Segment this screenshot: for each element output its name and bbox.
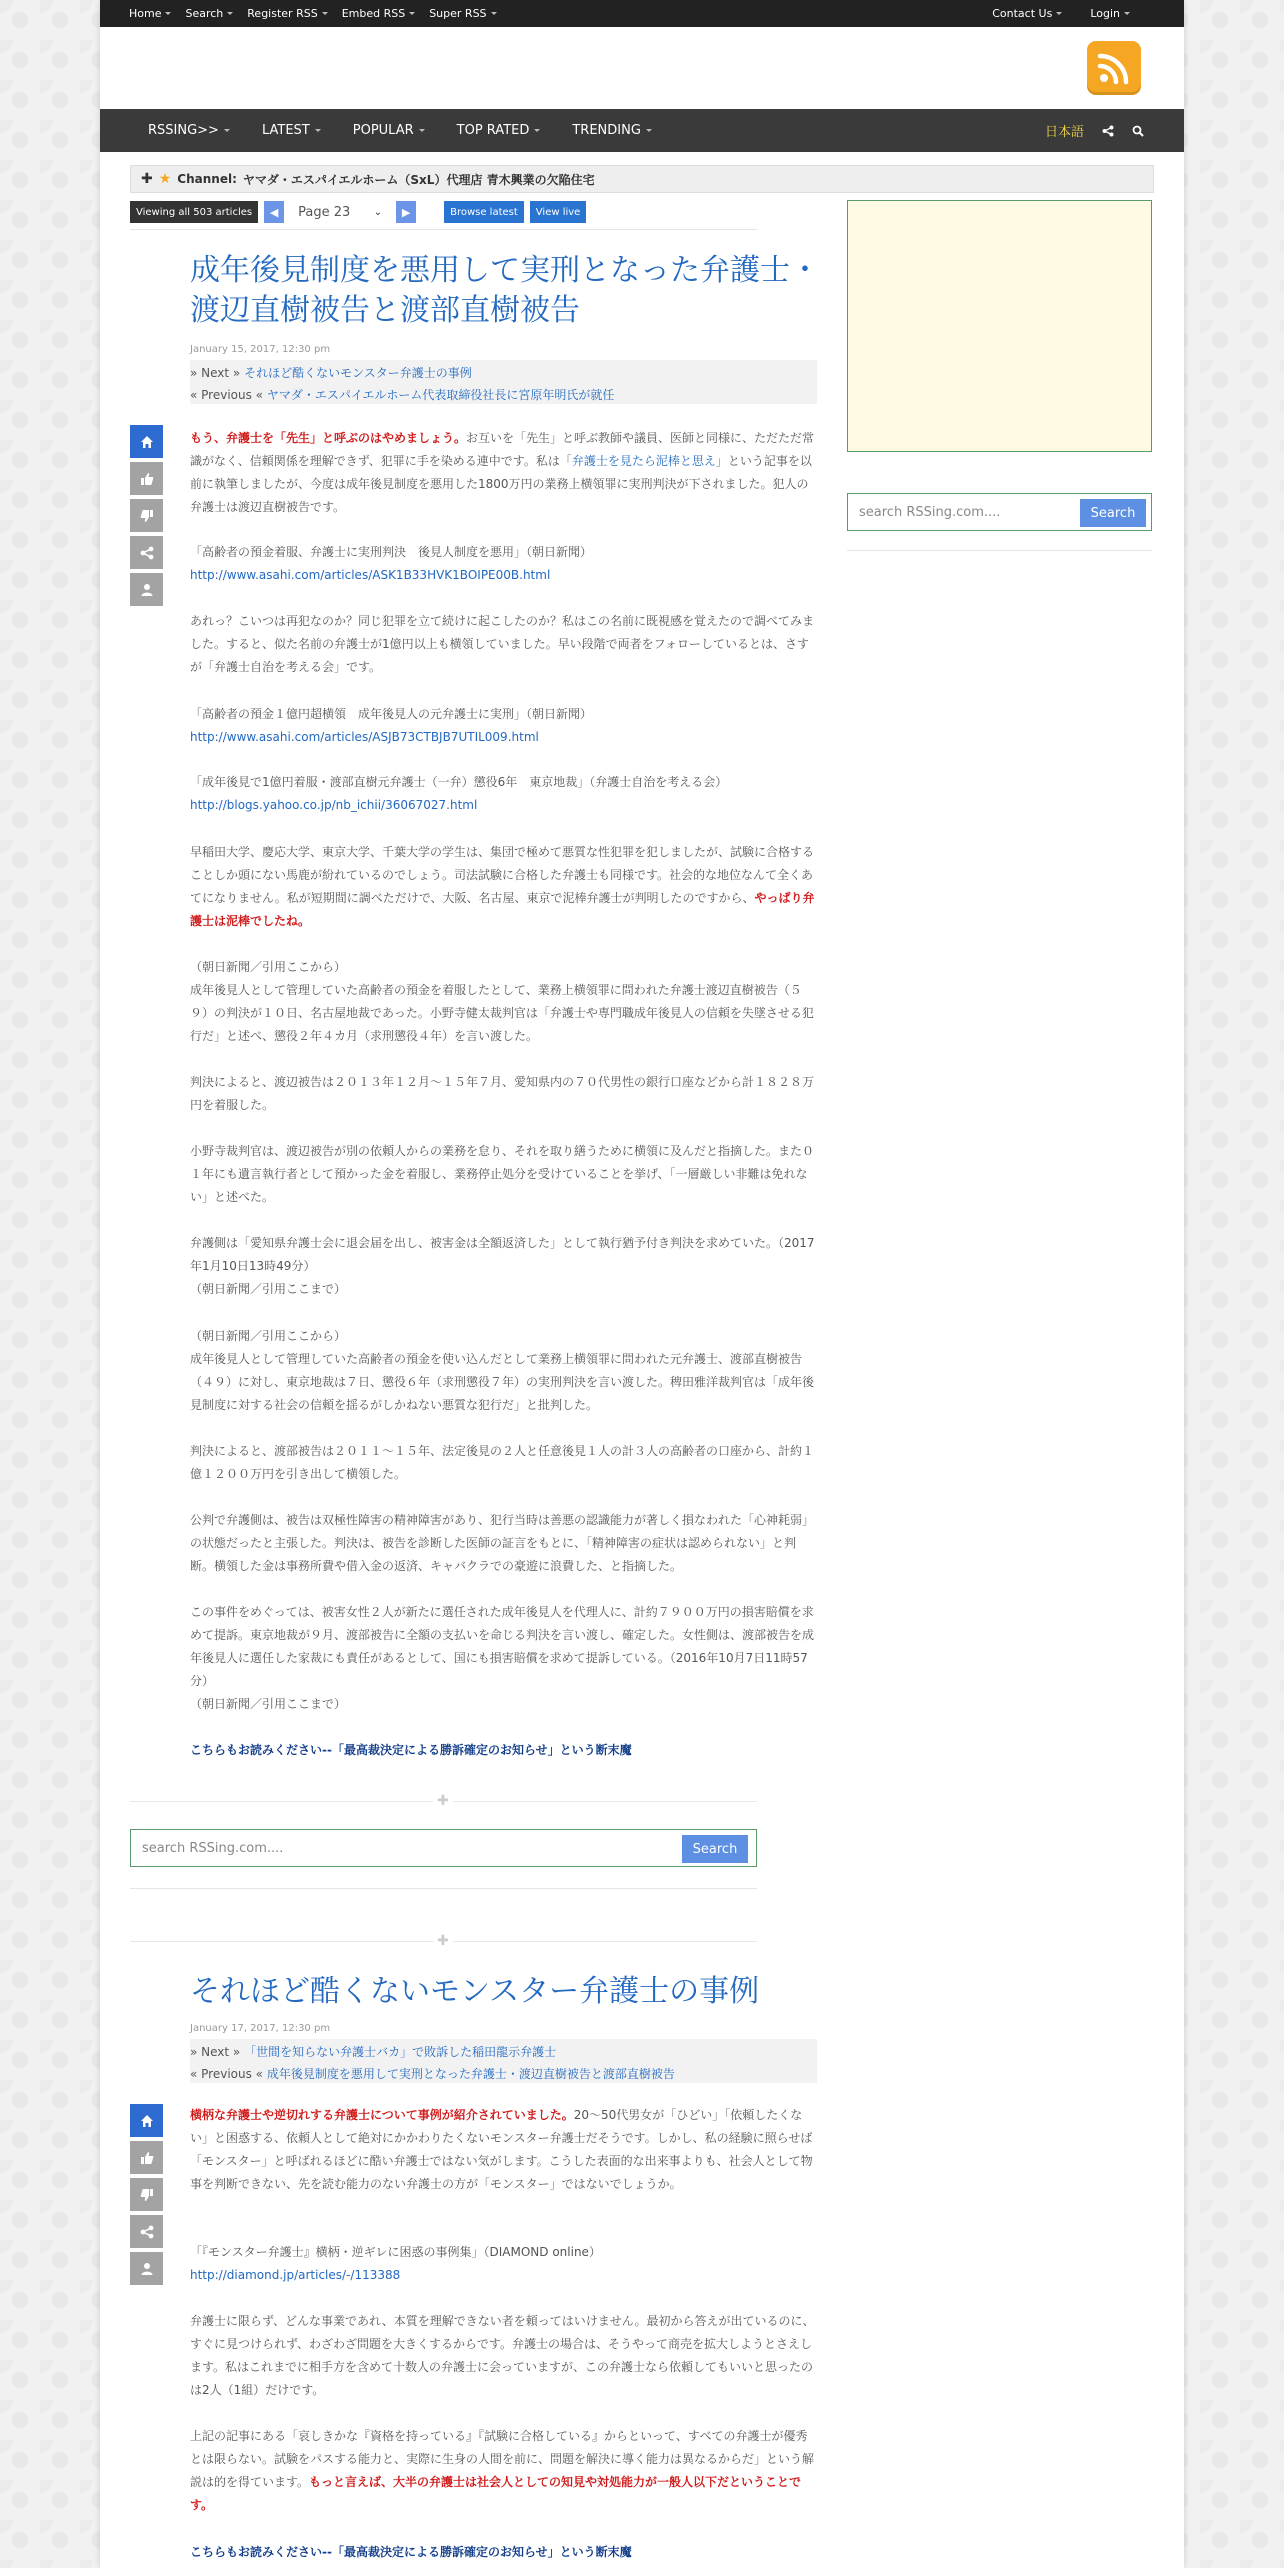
view-live-button[interactable]: View live bbox=[530, 201, 587, 223]
article-paragraph bbox=[190, 427, 817, 519]
article-paragraph bbox=[190, 2104, 817, 2196]
divider bbox=[130, 229, 757, 230]
next-article-link[interactable]: それほど酷くないモンスター弁護士の事例 bbox=[244, 366, 472, 380]
section-divider bbox=[130, 1793, 757, 1809]
ad-box bbox=[847, 200, 1152, 452]
article-paragraph: 判決によると、渡部被告は２０１１～１５年、法定後見の２人と任意後見１人の計３人の高齢者の口座から、計約１億１２００万円を引き出して横領した。 bbox=[190, 1444, 815, 1481]
article-paragraph: （朝日新聞／引用ここから） 成年後見人として管理していた高齢者の預金を使い込んだとして業務上横領罪に問われた元弁護士、渡部直樹被告（４９）に対し、東京地裁は７日、懲役６年（求刑懲役７年）の実刑判決を言い渡した。稗田雅洋裁判官は「成年後見制度に対する社会の信頼を揺るがしかねない悪質な犯行だ」と批判した。 bbox=[190, 1329, 815, 1412]
channel-label: Channel: bbox=[177, 172, 237, 186]
next-label: » Next » bbox=[190, 366, 241, 380]
article-title[interactable]: それほど酷くないモンスター弁護士の事例 bbox=[190, 1974, 760, 2009]
rss-feed-icon bbox=[1096, 50, 1132, 86]
menu-home[interactable] bbox=[122, 7, 178, 20]
home-button[interactable] bbox=[130, 425, 163, 458]
viewing-all-articles: Viewing all 503 articles bbox=[130, 201, 258, 223]
chevron-down-icon bbox=[165, 12, 171, 15]
user-button[interactable] bbox=[130, 573, 163, 606]
source-link[interactable]: http://www.asahi.com/articles/ASK1B33HVK1BOIPE00B.html bbox=[190, 568, 551, 582]
next-label: » Next » bbox=[190, 2045, 241, 2059]
dislike-button[interactable] bbox=[130, 2178, 163, 2211]
article-date: January 15, 2017, 12:30 pm bbox=[190, 344, 331, 355]
pager bbox=[130, 200, 586, 224]
menu-register-rss-label: Register RSS bbox=[247, 7, 318, 20]
nav-latest-label: LATEST bbox=[261, 123, 310, 138]
social-bar bbox=[130, 2104, 163, 2289]
sidebar-search bbox=[847, 493, 1152, 531]
inline-search-button[interactable]: Search bbox=[682, 1835, 748, 1863]
nav-trending[interactable] bbox=[556, 123, 668, 138]
chevron-down-icon bbox=[1124, 12, 1130, 15]
source-link[interactable]: http://www.asahi.com/articles/ASJB73CTBJB7UTIL009.html bbox=[190, 730, 539, 744]
emphasis-text: 横柄な弁護士や逆切れする弁護士について事例が紹介されていました。 bbox=[190, 2108, 574, 2122]
thumbs-down-icon bbox=[140, 2188, 154, 2202]
thumbs-up-icon bbox=[140, 472, 154, 486]
nav-latest[interactable] bbox=[246, 123, 337, 138]
sidebar-search-button[interactable]: Search bbox=[1080, 499, 1146, 527]
menu-embed-rss[interactable] bbox=[335, 7, 423, 20]
previous-article bbox=[190, 2065, 675, 2082]
like-button[interactable] bbox=[130, 2141, 163, 2174]
article-paragraph: （朝日新聞／引用ここから） 成年後見人として管理していた高齢者の預金を着服したとして、業務上横領罪に問われた弁護士渡辺直樹被告（５９）の判決が１０日、名古屋地裁であった。小野寺健太裁判官は「弁護士や専門職成年後見人の信頼を失墜させる犯行だ」と述べ、懲役２年４カ月（求刑懲役４年）を言い渡した。 bbox=[190, 960, 814, 1043]
sidebar-search-input[interactable]: search RSSing.com.... bbox=[859, 505, 1001, 520]
next-article bbox=[190, 2043, 556, 2060]
article-paragraph: 公判で弁護側は、被告は双極性障害の精神障害があり、犯行当時は善悪の認識能力が著しく損なわれた「心神耗弱」の状態だったと主張した。判決は、被告を診断した医師の証言をもとに、「精神障害の症状は認められない」と判断。横領した金は事務所費や借入金の返済、キャバクラでの豪遊に浪費した、と指摘した。 bbox=[190, 1513, 815, 1573]
page-select[interactable] bbox=[290, 201, 390, 223]
chevron-down-icon bbox=[491, 12, 497, 15]
menu-home-label: Home bbox=[129, 7, 162, 20]
article-nav bbox=[190, 2039, 817, 2083]
user-button[interactable] bbox=[130, 2252, 163, 2285]
page-container bbox=[100, 0, 1184, 2568]
top-nav-left bbox=[122, 0, 504, 27]
quote-source: 「高齢者の預金着服、弁護士に実刑判決 後見人制度を悪用」（朝日新聞） bbox=[190, 545, 593, 559]
top-bar bbox=[100, 0, 1184, 27]
nav-popular[interactable] bbox=[337, 123, 441, 138]
top-nav-right bbox=[978, 0, 1144, 27]
article-paragraph bbox=[190, 541, 817, 587]
home-button[interactable] bbox=[130, 2104, 163, 2137]
menu-login[interactable] bbox=[1076, 7, 1144, 20]
article-paragraph: この事件をめぐっては、被害女性２人が新たに選任された成年後見人を代理人に、計約７９００万円の損害賠償を求めて提訴。東京地裁が９月、渡部被告に全額の支払いを命じる判決を言い渡し、確定した。女性側は、渡部被告を成年後見人に選任した家裁にも責任があるとして、国にも損害賠償を求めて提訴している。（2016年10月7日11時57分） （朝日新聞／引用ここまで） bbox=[190, 1605, 815, 1711]
article-paragraph: 弁護側は「愛知県弁護士会に退会届を出し、被害金は全額返済した」として執行猶予付き判決を求めていた。（2017年1月10日13時49分） （朝日新聞／引用ここまで） bbox=[190, 1236, 815, 1296]
article-paragraph bbox=[190, 2425, 817, 2517]
sidebar-divider bbox=[847, 550, 1152, 551]
paragraph-text: お互いを「先生」と呼ぶ教師や議員、医師と同様に、ただただ常識がなく、信頼関係を理解できず、犯罪に手を染める連中です。私は「 bbox=[190, 431, 815, 468]
home-icon bbox=[140, 435, 154, 449]
thumbs-down-icon bbox=[140, 509, 154, 523]
next-page-button[interactable]: ▶ bbox=[396, 201, 416, 223]
share-icon[interactable] bbox=[1102, 125, 1114, 137]
quote-source: 「高齢者の預金１億円超横領 成年後見人の元弁護士に実刑」（朝日新聞） bbox=[190, 707, 593, 721]
share-button[interactable] bbox=[130, 2215, 163, 2248]
chevron-down-icon bbox=[322, 12, 328, 15]
inline-search bbox=[130, 1829, 757, 1867]
main-nav bbox=[100, 109, 1184, 152]
chevron-down-icon: ⌄ bbox=[373, 206, 383, 218]
share-icon bbox=[140, 546, 154, 560]
previous-article-link[interactable]: ヤマダ・エスパイエルホーム代表取締役社長に宮原年明氏が就任 bbox=[266, 388, 615, 402]
nav-top-rated-label: TOP RATED bbox=[456, 123, 530, 138]
article-paragraph bbox=[190, 2241, 817, 2287]
channel-bar bbox=[130, 165, 1154, 193]
social-bar bbox=[130, 425, 163, 610]
article-paragraph bbox=[190, 771, 817, 817]
menu-super-rss[interactable] bbox=[422, 7, 503, 20]
quote-source: 「『モンスター弁護士』横柄・逆ギレに困惑の事例集」（DIAMOND online） bbox=[190, 2245, 601, 2259]
paragraph-text: 20～50代男女が「ひどい」「依頼したくない」と困惑する、依頼人として絶対にかかわりたくないモンスター弁護士だそうです。しかし、私の経験に照らせば「モンスター」と呼ばれるほどに酷い弁護士ではない気がします。こうした表面的な出来事よりも、社会人として物事を判断できない、先を読む能力のない弁護士の方が「モンスター」ではないでしょうか。 bbox=[190, 2108, 813, 2191]
share-icon bbox=[140, 2225, 154, 2239]
paragraph-text: 」という記事を以前に執筆しましたが、今度は成年後見制度を悪用した1800万円の業務上横領罪に実刑判決が下されました。犯人の弁護士は渡辺直樹被告です。 bbox=[190, 454, 812, 514]
nav-rssing[interactable] bbox=[132, 123, 246, 138]
menu-search-label: Search bbox=[185, 7, 224, 20]
read-more-link[interactable]: こちらもお読みください--「最高裁決定による勝訴確定のお知らせ」という断末魔 bbox=[190, 2545, 632, 2559]
chevron-down-icon bbox=[534, 129, 540, 132]
paragraph-text: 早稲田大学、慶応大学、東京大学、千葉大学の学生は、集団で極めて悪質な性犯罪を犯しましたが、試験に合格することしか頭にない馬鹿が紛れているのでしょう。司法試験に合格した弁護士も同様です。社会的な地位なんて全くあてになりません。私が短期間に調べただけで、大阪、名古屋、東京で泥棒弁護士が判明したのですから、 bbox=[190, 845, 815, 905]
chevron-down-icon bbox=[315, 129, 321, 132]
main-nav-items bbox=[132, 109, 668, 152]
chevron-down-icon bbox=[224, 129, 230, 132]
menu-register-rss[interactable] bbox=[240, 7, 334, 20]
menu-super-rss-label: Super RSS bbox=[429, 7, 487, 20]
channel-name: ヤマダ・エスパイエルホーム（SxL）代理店 青木興業の欠陥住宅 bbox=[242, 172, 595, 187]
home-icon bbox=[140, 2114, 154, 2128]
paragraph-text: 上記の記事にある「哀しきかな『資格を持っている』『試験に合格している』からといって、すべての弁護士が優秀とは限らない。試験をパスする能力と、実際に生身の人間を前に、問題を解決に導く能力は異なるからだ」という解説は的を得ています。 bbox=[190, 2429, 815, 2489]
chevron-down-icon bbox=[409, 12, 415, 15]
article-paragraph: 判決によると、渡辺被告は２０１３年１２月～１５年７月、愛知県内の７０代男性の銀行口座などから計１８２８万円を着服した。 bbox=[190, 1075, 815, 1112]
thumbs-up-icon bbox=[140, 2151, 154, 2165]
inline-link[interactable]: 弁護士を見たら泥棒と思え bbox=[571, 454, 716, 468]
nav-top-rated[interactable] bbox=[441, 123, 557, 138]
previous-article bbox=[190, 386, 614, 403]
chevron-down-icon bbox=[646, 129, 652, 132]
star-icon[interactable]: ★ bbox=[158, 171, 172, 187]
plus-icon: ✚ bbox=[433, 1933, 453, 1949]
rss-logo-icon[interactable] bbox=[1087, 41, 1141, 95]
next-article-link[interactable]: 「世間を知らない弁護士バカ」で敗訴した稲田龍示弁護士 bbox=[244, 2045, 557, 2059]
read-more-link[interactable]: こちらもお読みください--「最高裁決定による勝訴確定のお知らせ」という断末魔 bbox=[190, 1743, 632, 1757]
article-date: January 17, 2017, 12:30 pm bbox=[190, 2023, 331, 2034]
source-link[interactable]: http://blogs.yahoo.co.jp/nb_ichii/36067027.html bbox=[190, 798, 478, 812]
emphasis-text: もっと言えば、大半の弁護士は社会人としての知見や対処能力が一般人以下だということです。 bbox=[190, 2475, 802, 2512]
chevron-down-icon bbox=[227, 12, 233, 15]
article-paragraph: あれっ？こいつは再犯なのか？同じ犯罪を立て続けに起こしたのか？私はこの名前に既視感を覚えたので調べてみました。すると、似た名前の弁護士が1億円以上も横領していました。早い段階で両者をフォローしているとは、さすが「弁護士自治を考える会」です。 bbox=[190, 614, 815, 674]
previous-label: « Previous « bbox=[190, 2067, 264, 2081]
browse-latest-button[interactable]: Browse latest bbox=[444, 201, 524, 223]
inline-search-input[interactable]: search RSSing.com.... bbox=[142, 1841, 284, 1856]
section-divider bbox=[130, 1933, 757, 1949]
nav-popular-label: POPULAR bbox=[352, 123, 414, 138]
article-paragraph: 弁護士に限らず、どんな事業であれ、本質を理解できない者を頼ってはいけません。最初から答えが出ているのに、すぐに見つけられず、わざわざ問題を大きくするからです。弁護士の場合は、そうやって商売を拡大しようとさえします。私はこれまでに相手方を含めて十数人の弁護士に会っていますが、この弁護士なら依頼してもいいと思ったのは2人（1組）だけです。 bbox=[190, 2314, 815, 2397]
share-button[interactable] bbox=[130, 536, 163, 569]
chevron-down-icon bbox=[419, 129, 425, 132]
menu-contact-us-label: Contact Us bbox=[992, 7, 1053, 20]
article-nav bbox=[190, 360, 817, 404]
user-icon bbox=[140, 583, 154, 597]
article-paragraph: 小野寺裁判官は、渡辺被告が別の依頼人からの業務を怠り、それを取り繕うために横領に及んだと指摘した。また０１年にも遺言執行者として預かった金を着服し、業務停止処分を受けていることを挙げ、「一層厳しい非難は免れない」と述べた。 bbox=[190, 1144, 815, 1204]
menu-search[interactable] bbox=[178, 7, 240, 20]
dislike-button[interactable] bbox=[130, 499, 163, 532]
divider bbox=[130, 1888, 757, 1889]
language-link[interactable]: 日本語 bbox=[1044, 125, 1084, 140]
emphasis-text: もう、弁護士を「先生」と呼ぶのはやめましょう。 bbox=[190, 431, 467, 445]
plus-icon: ✚ bbox=[433, 1793, 453, 1809]
chevron-down-icon bbox=[1056, 12, 1062, 15]
next-article bbox=[190, 364, 472, 381]
prev-page-button[interactable]: ◀ bbox=[264, 201, 284, 223]
quote-source: 「成年後見で1億円着服・渡部直樹元弁護士（一弁）懲役6年 東京地裁」（弁護士自治を考える会） bbox=[190, 775, 728, 789]
user-icon bbox=[140, 2262, 154, 2276]
page-select-value: Page 23 bbox=[298, 204, 351, 220]
menu-login-label: Login bbox=[1090, 7, 1120, 20]
article-paragraph bbox=[190, 703, 817, 749]
source-link[interactable]: http://diamond.jp/articles/-/113388 bbox=[190, 2268, 401, 2282]
previous-label: « Previous « bbox=[190, 388, 264, 402]
nav-rssing-label: RSSING>> bbox=[148, 123, 219, 138]
main-nav-right bbox=[1045, 109, 1144, 152]
menu-contact-us[interactable] bbox=[978, 7, 1076, 20]
emphasis-text: やっぱり弁護士は泥棒でしたね。 bbox=[190, 891, 815, 928]
menu-embed-rss-label: Embed RSS bbox=[341, 7, 406, 20]
search-icon[interactable] bbox=[1132, 125, 1144, 137]
nav-trending-label: TRENDING bbox=[572, 123, 641, 138]
previous-article-link[interactable]: 成年後見制度を悪用して実刑となった弁護士・渡辺直樹被告と渡部直樹被告 bbox=[266, 2067, 675, 2081]
article-paragraph bbox=[190, 841, 817, 933]
plus-icon[interactable]: ✚ bbox=[141, 171, 153, 187]
article-title[interactable]: 成年後見制度を悪用して実刑となった弁護士・渡辺直樹被告と渡部直樹被告 bbox=[190, 253, 820, 328]
like-button[interactable] bbox=[130, 462, 163, 495]
